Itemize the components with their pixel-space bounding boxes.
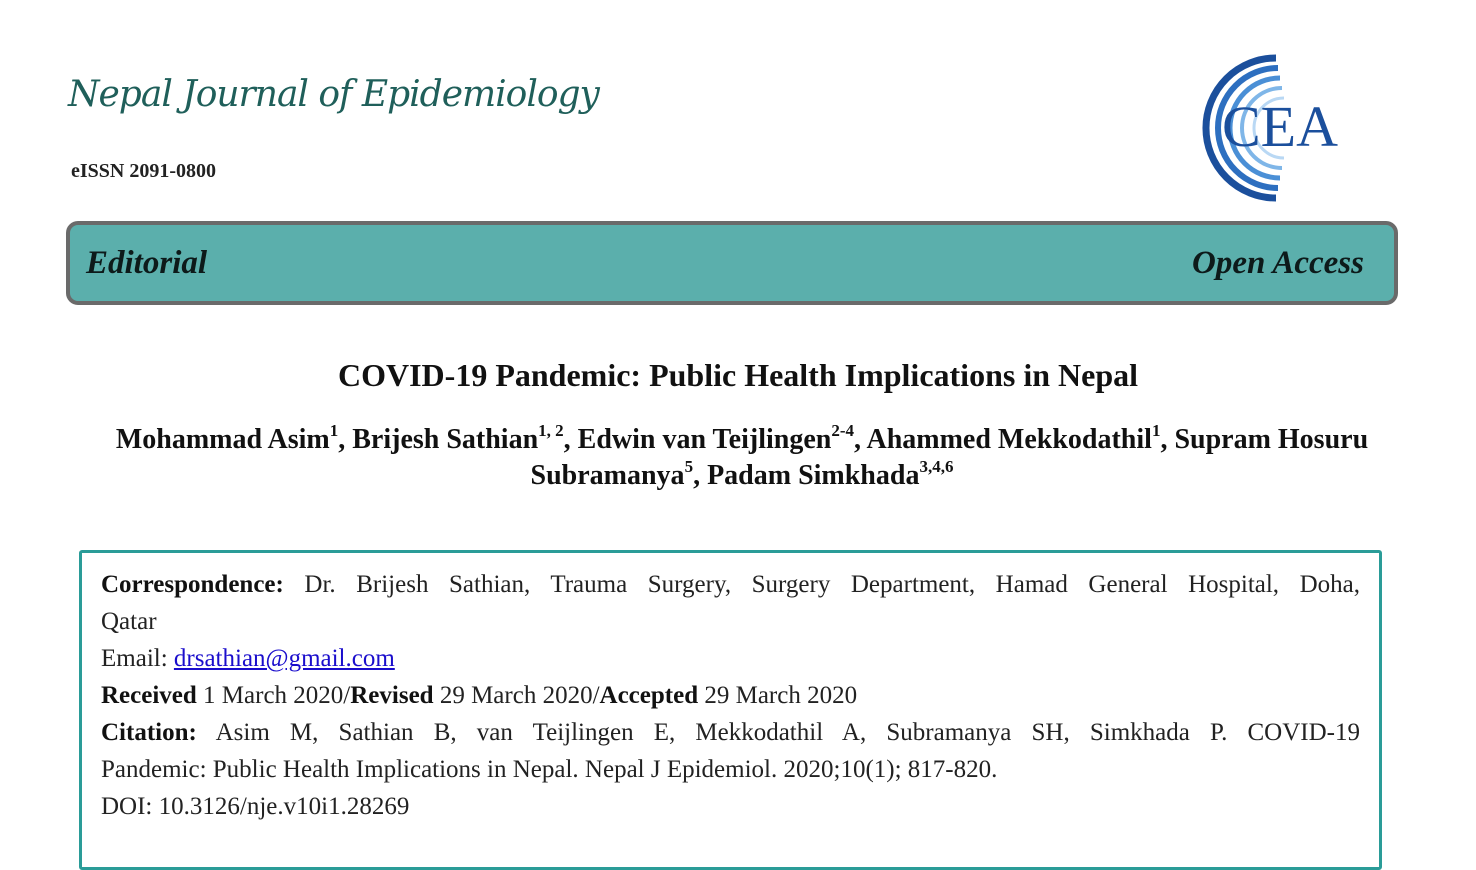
received-label: Received xyxy=(101,682,197,709)
author-name: Supram Hosuru Subramanya xyxy=(530,424,1369,491)
doi-line: DOI: 10.3126/nje.v10i1.28269 xyxy=(101,793,410,820)
author-affiliation-sup: 1 xyxy=(329,421,339,440)
correspondence-box xyxy=(79,550,1382,870)
received-date: 1 March 2020/ xyxy=(203,682,351,709)
author-name: Ahammed Mekkodathil xyxy=(866,424,1152,455)
correspondence-line xyxy=(101,566,1360,603)
author-affiliation-sup: 5 xyxy=(684,457,694,476)
revised-date: 29 March 2020/ xyxy=(439,682,600,709)
correspondence-text: Dr. Brijesh Sathian, Trauma Surgery, Surgery Department, Hamad General Hospital, Doha, xyxy=(304,571,1361,598)
email-label: Email: xyxy=(101,645,168,672)
citation-line-2: Pandemic: Public Health Implications in Nepal. Nepal J Epidemiol. 2020;10(1); 817-820. xyxy=(101,756,998,783)
author-affiliation-sup: 3,4,6 xyxy=(919,457,954,476)
citation-line xyxy=(101,714,1360,751)
article-title: COVID-19 Pandemic: Public Health Implications in Nepal xyxy=(337,357,1138,393)
dates-line xyxy=(101,677,1360,714)
accepted-label: Accepted xyxy=(599,682,699,709)
author-name: Padam Simkhada xyxy=(707,460,920,491)
issn-label: eISSN 2091-0800 xyxy=(71,160,217,182)
citation-text-1: Asim M, Sathian B, van Teijlingen E, Mekkodathil A, Subramanya SH, Simkhada P. COVID-19 xyxy=(215,719,1360,746)
accepted-date: 29 March 2020 xyxy=(704,682,858,709)
journal-title: Nepal Journal of Epidemiology xyxy=(68,74,599,115)
author-list: Mohammad Asim$^1$, Brijesh Sathian$^{1, 2}$, Edwin van Teijlingen$^{2-4}$, Ahammed Mekkodathil$^1$, Supram Hosuru Subramanya$^5$, Padam Simkhada$^{3,4,6}$ xyxy=(115,421,1369,491)
author-affiliation-sup: 1, 2 xyxy=(538,421,564,440)
correspondence-label: Correspondence: xyxy=(101,571,284,598)
revised-label: Revised xyxy=(350,682,434,709)
article-type-label: Editorial xyxy=(86,244,208,281)
article-type-banner xyxy=(66,221,1398,305)
author-affiliation-sup: 2-4 xyxy=(831,421,854,440)
correspondence-line-2: Qatar xyxy=(101,608,157,635)
author-name: Mohammad Asim xyxy=(115,424,330,455)
open-access-label: Open Access xyxy=(1192,244,1364,281)
cea-logo xyxy=(1178,48,1378,208)
author-affiliation-sup: 1 xyxy=(1151,421,1161,440)
email-link[interactable]: drsathian@gmail.com xyxy=(173,645,395,672)
email-line xyxy=(101,640,1360,677)
logo-text: CEA xyxy=(1222,94,1338,159)
author-name: Edwin van Teijlingen xyxy=(577,424,832,455)
citation-label: Citation: xyxy=(101,719,197,746)
author-name: Brijesh Sathian xyxy=(352,424,539,455)
